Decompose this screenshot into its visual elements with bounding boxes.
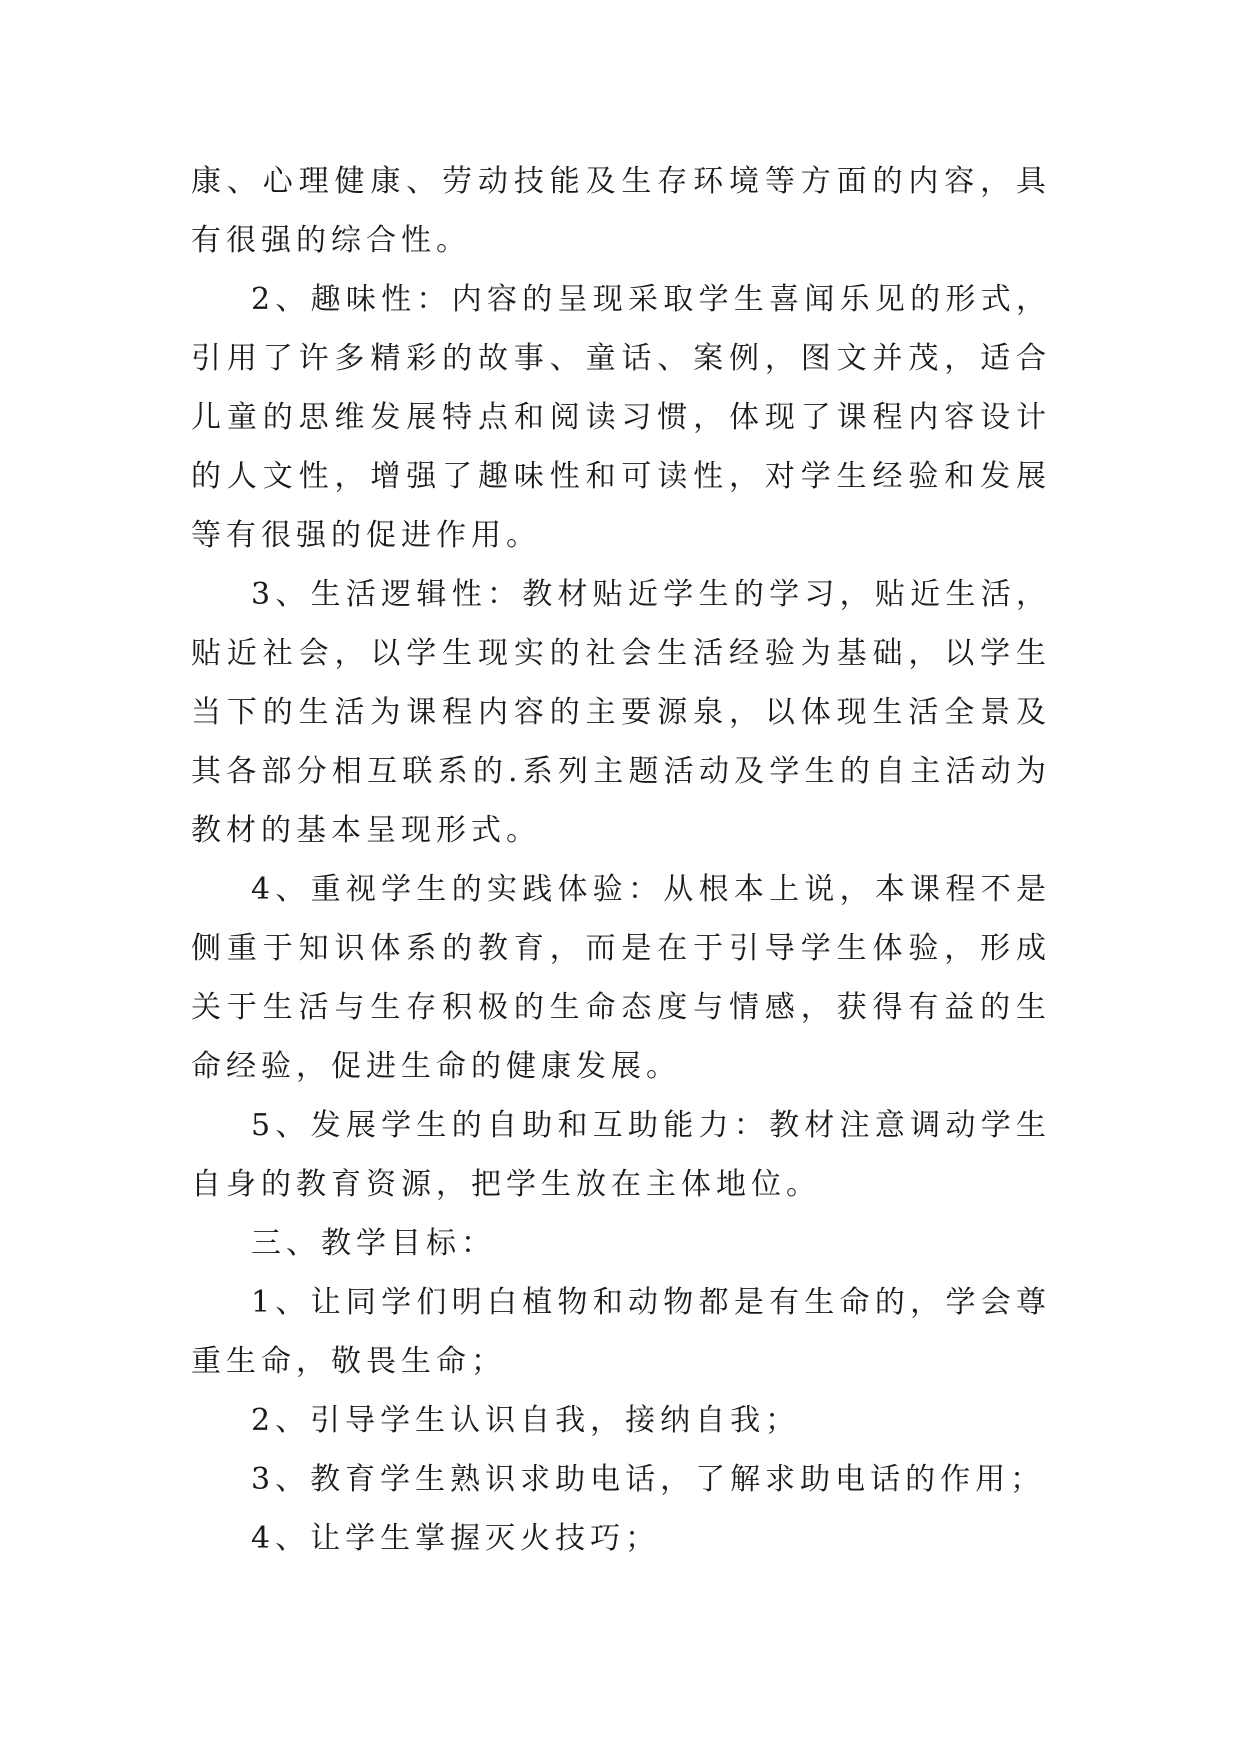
goal-item-2: 2、引导学生认识自我，接纳自我； [251, 1403, 801, 1438]
goal-item-4: 4、让学生掌握灭火技巧； [251, 1521, 661, 1556]
paragraph-feature-practice: 4、重视学生的实践体验：从根本上说，本课程不是侧重于知识体系的教育，而是在于引导学生体验，形成关于生活与生存积极的生命态度与情感，获得有益的生命经验，促进生命的健康发展。 [191, 872, 1051, 1084]
goal-item-3: 3、教育学生熟识求助电话，了解求助电话的作用； [251, 1462, 1046, 1497]
paragraph-feature-life-logic: 3、生活逻辑性：教材贴近学生的学习，贴近生活，贴近社会，以学生现实的社会生活经验为基础，以学生当下的生活为课程内容的主要源泉，以体现生活全景及其各部分相互联系的.系列主题活动及学生的自主活动为教材的基本呈现形式。 [191, 577, 1051, 848]
paragraph-intro-continuation: 康、心理健康、劳动技能及生存环境等方面的内容，具有很强的综合性。 [191, 164, 1051, 258]
paragraph-feature-interest: 2、趣味性：内容的呈现采取学生喜闻乐见的形式，引用了许多精彩的故事、童话、案例，图文并茂，适合儿童的思维发展特点和阅读习惯，体现了课程内容设计的人文性，增强了趣味性和可读性，对学生经验和发展等有很强的促进作用。 [191, 282, 1051, 553]
section-heading-teaching-goals: 三、教学目标： [251, 1226, 496, 1261]
document-body [191, 152, 1051, 1568]
paragraph-feature-self-help: 5、发展学生的自助和互助能力：教材注意调动学生自身的教育资源，把学生放在主体地位。 [191, 1108, 1051, 1202]
goal-item-1: 1、让同学们明白植物和动物都是有生命的，学会尊重生命，敬畏生命； [191, 1285, 1051, 1379]
